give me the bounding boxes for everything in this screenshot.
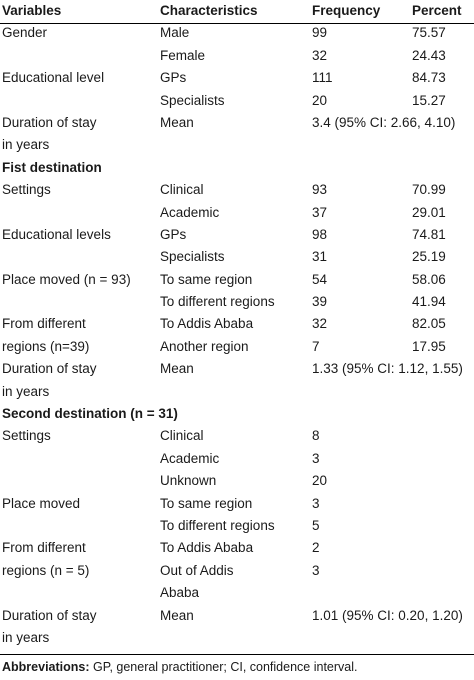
frequency-cell: 1.33 (95% CI: 1.12, 1.55): [312, 361, 463, 377]
variable-cell: regions (n=39): [2, 338, 90, 354]
percent-cell: 29.01: [412, 204, 446, 220]
footnote-label: Abbreviations:: [2, 660, 90, 674]
frequency-cell: 3: [312, 450, 320, 466]
table-row: [0, 493, 474, 515]
variable-cell: Place moved: [2, 495, 81, 511]
table-row: [0, 112, 474, 134]
table-row: [0, 134, 474, 156]
characteristic-cell: Another region: [160, 338, 249, 354]
frequency-cell: 20: [312, 92, 328, 108]
frequency-cell: 32: [312, 47, 328, 63]
characteristic-cell: To different regions: [160, 517, 275, 533]
frequency-cell: 5: [312, 517, 320, 533]
frequency-cell: 3: [312, 495, 320, 511]
characteristic-cell: To Addis Ababa: [160, 316, 254, 332]
percent-cell: 25.19: [412, 249, 446, 265]
table-row: [0, 179, 474, 201]
variable-cell: in years: [2, 137, 50, 153]
characteristic-cell: GPs: [160, 70, 187, 86]
frequency-cell: 37: [312, 204, 328, 220]
characteristic-cell: To same region: [160, 495, 253, 511]
percent-cell: 41.94: [412, 294, 446, 310]
frequency-cell: 111: [312, 70, 333, 86]
percent-cell: 84.73: [412, 70, 446, 86]
characteristic-cell: To Addis Ababa: [160, 540, 254, 556]
variable-cell: Duration of stay: [2, 361, 97, 377]
table-row: [0, 336, 474, 358]
table-row: [0, 605, 474, 627]
percent-cell: 75.57: [412, 25, 446, 41]
bottom-rule: [0, 654, 474, 655]
characteristic-cell: Clinical: [160, 428, 204, 444]
frequency-cell: 2: [312, 540, 320, 556]
variable-cell: Settings: [2, 182, 51, 198]
characteristic-cell: Unknown: [160, 473, 217, 489]
table-row: [0, 90, 474, 112]
table-row: [0, 381, 474, 403]
characteristic-cell: Mean: [160, 361, 194, 377]
variable-cell: Place moved (n = 93): [2, 271, 131, 287]
table-row: [0, 246, 474, 268]
characteristic-cell: Academic: [160, 450, 220, 466]
header-variables: Variables: [2, 3, 62, 18]
variable-cell: Gender: [2, 25, 48, 41]
table-footnote: [2, 657, 357, 677]
header-characteristics: Characteristics: [160, 3, 258, 18]
frequency-cell: 1.01 (95% CI: 0.20, 1.20): [312, 607, 463, 623]
characteristic-cell: Mean: [160, 607, 194, 623]
table-row: [0, 291, 474, 313]
frequency-cell: 93: [312, 182, 328, 198]
table-row: [0, 358, 474, 380]
frequency-cell: 99: [312, 25, 328, 41]
characteristic-cell: To same region: [160, 271, 253, 287]
variable-cell: in years: [2, 383, 50, 399]
frequency-cell: 20: [312, 473, 328, 489]
frequency-cell: 32: [312, 316, 328, 332]
percent-cell: 58.06: [412, 271, 446, 287]
frequency-cell: 3.4 (95% CI: 2.66, 4.10): [312, 114, 456, 130]
variable-cell: Duration of stay: [2, 607, 97, 623]
variable-cell: Second destination (n = 31): [2, 406, 178, 422]
percent-cell: 82.05: [412, 316, 446, 332]
frequency-cell: 54: [312, 271, 328, 287]
table-row: [0, 45, 474, 67]
variable-cell: Educational level: [2, 70, 105, 86]
characteristic-cell: Ababa: [160, 585, 200, 601]
frequency-cell: 7: [312, 338, 320, 354]
percent-cell: 17.95: [412, 338, 446, 354]
variable-cell: Fist destination: [2, 159, 102, 175]
table-row: [0, 470, 474, 492]
percent-cell: 24.43: [412, 47, 446, 63]
characteristic-cell: Female: [160, 47, 206, 63]
variable-cell: Settings: [2, 428, 51, 444]
variable-cell: Duration of stay: [2, 114, 97, 130]
characteristic-cell: Specialists: [160, 92, 225, 108]
header-rule: [0, 23, 474, 24]
table-row: [0, 560, 474, 582]
footnote-text: GP, general practitioner; CI, confidence interval.: [89, 660, 358, 674]
table-row: [0, 425, 474, 447]
percent-cell: 70.99: [412, 182, 446, 198]
table-row: [0, 224, 474, 246]
variable-cell: From different: [2, 540, 86, 556]
characteristic-cell: Specialists: [160, 249, 225, 265]
table-header-row: [0, 0, 474, 22]
percent-cell: 15.27: [412, 92, 446, 108]
variable-cell: in years: [2, 629, 50, 645]
characteristic-cell: Mean: [160, 114, 194, 130]
frequency-cell: 39: [312, 294, 328, 310]
characteristic-cell: Male: [160, 25, 190, 41]
variable-cell: From different: [2, 316, 86, 332]
table-row: [0, 67, 474, 89]
table-row: [0, 448, 474, 470]
table-row: [0, 202, 474, 224]
header-percent: Percent: [412, 3, 462, 18]
characteristic-cell: To different regions: [160, 294, 275, 310]
section-heading-row: [0, 157, 474, 179]
frequency-cell: 8: [312, 428, 320, 444]
table-row: [0, 515, 474, 537]
table-row: [0, 627, 474, 649]
characteristic-cell: GPs: [160, 226, 187, 242]
frequency-cell: 98: [312, 226, 328, 242]
table-row: [0, 22, 474, 44]
characteristic-cell: Out of Addis: [160, 562, 234, 578]
table-row: [0, 537, 474, 559]
variable-cell: Educational levels: [2, 226, 111, 242]
frequency-cell: 31: [312, 249, 328, 265]
percent-cell: 74.81: [412, 226, 446, 242]
table-body: [0, 22, 474, 649]
header-frequency: Frequency: [312, 3, 381, 18]
section-heading-row: [0, 403, 474, 425]
variable-cell: regions (n = 5): [2, 562, 90, 578]
table-row: [0, 269, 474, 291]
table-row: [0, 313, 474, 335]
characteristic-cell: Clinical: [160, 182, 204, 198]
characteristic-cell: Academic: [160, 204, 220, 220]
table-row: [0, 582, 474, 604]
frequency-cell: 3: [312, 562, 320, 578]
